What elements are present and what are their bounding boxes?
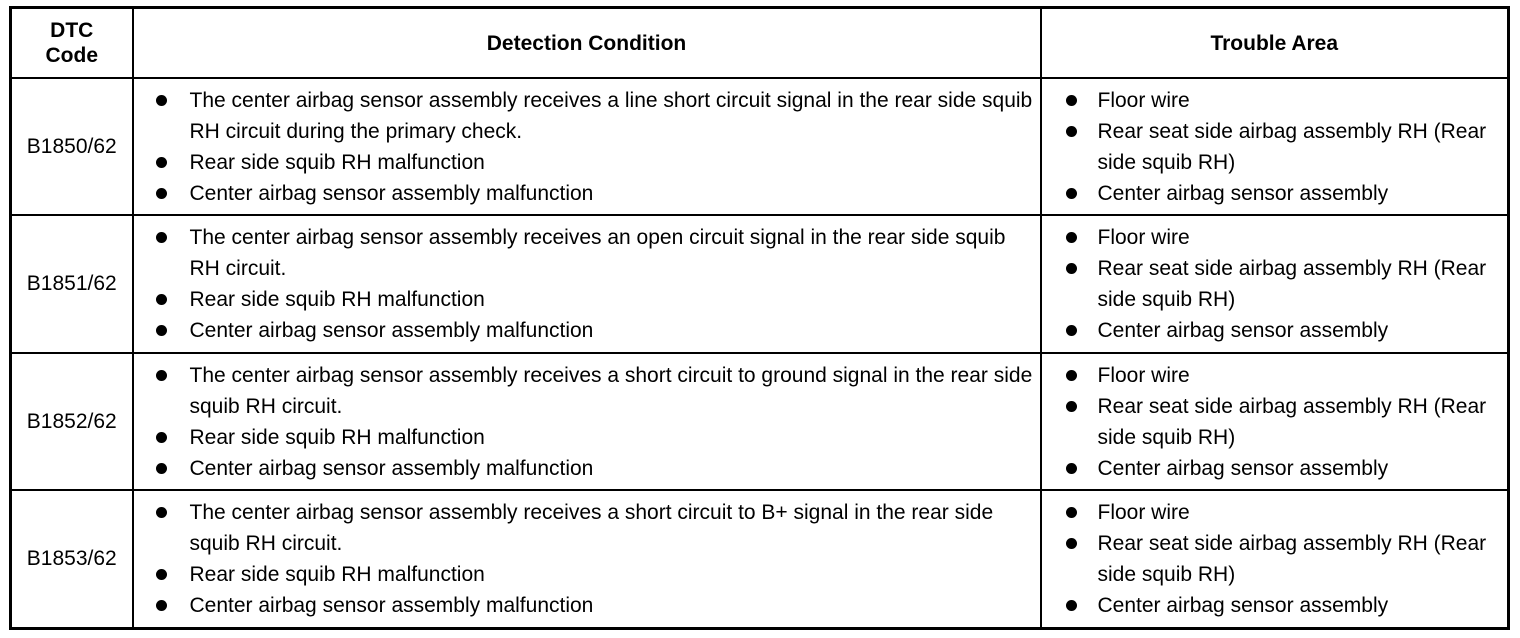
detection-condition-list [134,85,1040,209]
trouble-area-item: Floor wire [1062,222,1508,253]
dtc-code: B1851/62 [26,272,117,296]
header-trouble-area-label: Trouble Area [1210,31,1339,55]
trouble-area-item: Floor wire [1062,85,1508,116]
table-row [11,353,1509,490]
dtc-code: B1853/62 [26,547,117,571]
detection-condition-item: Rear side squib RH malfunction [152,422,1040,453]
header-row [11,8,1509,79]
header-trouble-area [1041,8,1509,79]
trouble-area-cell [1041,215,1509,352]
detection-condition-item: The center airbag sensor assembly receives a short circuit to ground signal in the rear side squib RH circuit. [152,360,1040,422]
trouble-area-item: Floor wire [1062,497,1508,528]
dtc-code: B1852/62 [26,409,117,433]
detection-condition-cell [133,215,1041,352]
detection-condition-item: The center airbag sensor assembly receives a short circuit to B+ signal in the rear side squib RH circuit. [152,497,1040,559]
detection-condition-list [134,497,1040,621]
trouble-area-cell [1041,490,1509,628]
detection-condition-item: The center airbag sensor assembly receives an open circuit signal in the rear side squib RH circuit. [152,222,1040,284]
detection-condition-item: Center airbag sensor assembly malfunction [152,315,1040,346]
detection-condition-cell [133,353,1041,490]
header-detection-condition [133,8,1041,79]
detection-condition-item: Rear side squib RH malfunction [152,559,1040,590]
detection-condition-item: Center airbag sensor assembly malfunction [152,178,1040,209]
dtc-code: B1850/62 [26,134,117,158]
detection-condition-list [134,222,1040,346]
trouble-area-item: Rear seat side airbag assembly RH (Rear side squib RH) [1062,528,1508,590]
trouble-area-item: Rear seat side airbag assembly RH (Rear side squib RH) [1062,253,1508,315]
detection-condition-item: The center airbag sensor assembly receives a line short circuit signal in the rear side squib RH circuit during the primary check. [152,85,1040,147]
detection-condition-cell [133,78,1041,215]
trouble-area-cell [1041,353,1509,490]
trouble-area-list [1042,497,1508,621]
dtc-code-cell [11,215,133,352]
header-dtc-code [11,8,133,79]
dtc-code-cell [11,353,133,490]
trouble-area-item: Floor wire [1062,360,1508,391]
detection-condition-item: Center airbag sensor assembly malfunction [152,453,1040,484]
trouble-area-item: Center airbag sensor assembly [1062,453,1508,484]
dtc-code-cell [11,78,133,215]
dtc-table [9,6,1510,630]
detection-condition-item: Rear side squib RH malfunction [152,147,1040,178]
detection-condition-item: Center airbag sensor assembly malfunction [152,590,1040,621]
trouble-area-list [1042,85,1508,209]
table-row [11,490,1509,628]
detection-condition-item: Rear side squib RH malfunction [152,284,1040,315]
table-row [11,78,1509,215]
trouble-area-item: Center airbag sensor assembly [1062,315,1508,346]
detection-condition-cell [133,490,1041,628]
table-header [11,8,1509,79]
trouble-area-item: Rear seat side airbag assembly RH (Rear side squib RH) [1062,391,1508,453]
trouble-area-item: Center airbag sensor assembly [1062,178,1508,209]
trouble-area-cell [1041,78,1509,215]
detection-condition-list [134,360,1040,484]
trouble-area-list [1042,360,1508,484]
trouble-area-item: Rear seat side airbag assembly RH (Rear side squib RH) [1062,116,1508,178]
table-body [11,78,1509,629]
dtc-code-cell [11,490,133,628]
trouble-area-item: Center airbag sensor assembly [1062,590,1508,621]
trouble-area-list [1042,222,1508,346]
header-detection-condition-label: Detection Condition [486,31,687,55]
table-row [11,215,1509,352]
header-dtc-code-label: DTC Code [45,19,98,67]
